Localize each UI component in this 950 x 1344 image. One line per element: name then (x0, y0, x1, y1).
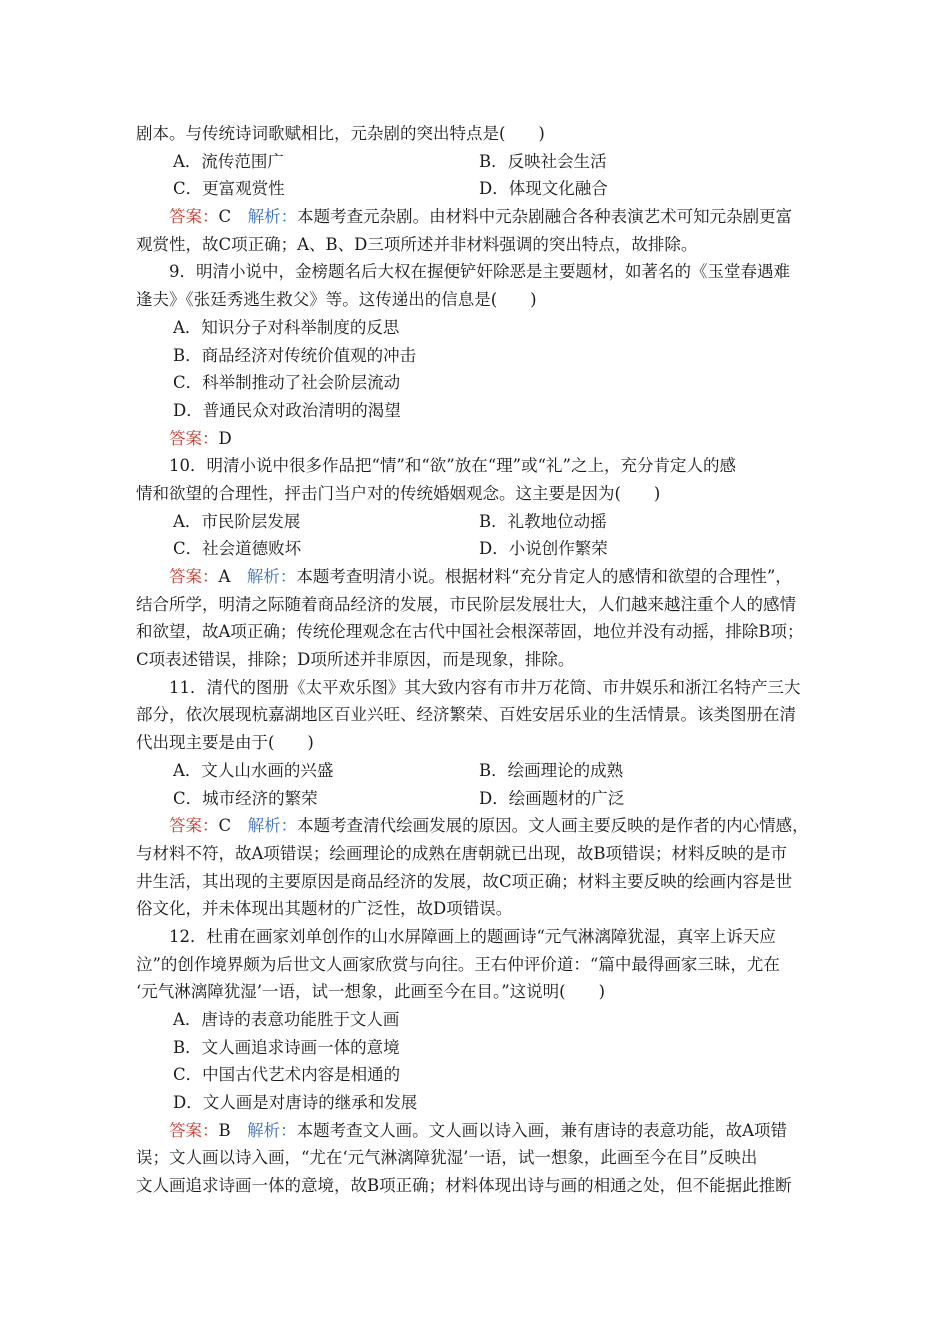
q10-answer-line (136, 563, 822, 591)
q11-option-b: B．绘画理论的成熟 (479, 760, 624, 780)
q9-option-a: A．知识分子对科举制度的反思 (173, 317, 400, 337)
answer-label: 答案： (169, 567, 219, 586)
q12-analysis-line: 本题考查文人画。文人画以诗入画，兼有唐诗的表意功能，故A项错 (296, 1120, 788, 1140)
q10-stem-line: 情和欲望的合理性，抨击门当户对的传统婚姻观念。这主要是因为( ) (136, 483, 661, 503)
document-body (136, 120, 822, 1200)
q8-option-d: D．体现文化融合 (479, 179, 608, 199)
q8-options-row (136, 175, 822, 203)
answer-label: 答案： (169, 1120, 219, 1140)
q10-answer: A (218, 567, 231, 586)
q9-option-b: B．商品经济对传统价值观的冲击 (173, 345, 417, 365)
q8-answer: C (218, 207, 232, 227)
q8-answer-line (136, 203, 822, 231)
q10-analysis-line: 结合所学，明清之际随着商品经济的发展，市民阶层发展壮大，人们越来越注重个人的感情 (136, 594, 796, 614)
q10-option-b: B．礼教地位动摇 (479, 511, 607, 531)
q11-stem-line: 代出现主要是由于( ) (136, 733, 314, 753)
q9-stem-line: 9．明清小说中，金榜题名后大权在握便铲奸除恶是主要题材，如著名的《玉堂春遇难 (169, 262, 790, 282)
q12-answer: B (218, 1120, 231, 1140)
q9-option-c: C．科举制推动了社会阶层流动 (173, 373, 401, 393)
q10-analysis-line: C项表述错误，排除；D项所述并非原因，而是现象，排除。 (136, 650, 575, 670)
q12-analysis-line: 误；文人画以诗入画，“尤在‘元气淋漓障犹湿’一语，试一想象，此画至今在目”反映出 (136, 1148, 758, 1168)
q11-option-a: A．文人山水画的兴盛 (173, 760, 334, 780)
q12-option-a: A．唐诗的表意功能胜于文人画 (173, 1010, 400, 1029)
q10-option-d: D．小说创作繁荣 (479, 539, 608, 559)
q10-stem-line: 10．明清小说中很多作品把“情”和“欲”放在“理”或“礼”之上，充分肯定人的感 (169, 456, 736, 476)
q11-options-row (136, 757, 822, 785)
q11-stem-line: 11．清代的图册《太平欢乐图》其大致内容有市井万花筒、市井娱乐和浙江名特产三大 (169, 677, 801, 697)
q11-analysis-line: 井生活，其出现的主要原因是商品经济的发展，故C项正确；材料主要反映的绘画内容是世 (136, 871, 793, 891)
q12-option-c: C．中国古代艺术内容是相通的 (173, 1065, 401, 1085)
q9-answer: D (218, 428, 232, 448)
q11-options-row (136, 785, 822, 813)
q11-answer: C (218, 816, 232, 836)
answer-label: 答案： (169, 428, 219, 448)
q8-option-c: C．更富观赏性 (173, 179, 285, 199)
q12-analysis-line: 文人画追求诗画一体的意境，故B项正确；材料体现出诗与画的相通之处，但不能据此推断 (136, 1176, 792, 1196)
q8-stem-line: 剧本。与传统诗词歌赋相比，元杂剧的突出特点是( ) (136, 124, 545, 143)
q12-option-d: D．文人画是对唐诗的继承和发展 (173, 1093, 418, 1113)
answer-label: 答案： (169, 207, 219, 227)
q8-options-row (136, 148, 822, 176)
q11-option-d: D．绘画题材的广泛 (479, 788, 625, 808)
q9-answer-line (136, 425, 822, 453)
q9-option-d: D．普通民众对政治清明的渴望 (173, 400, 401, 420)
q8-option-a: A．流传范围广 (173, 151, 284, 171)
q11-analysis-line: 与材料不符，故A项错误；绘画理论的成熟在唐朝就已出现，故B项错误；材料反映的是市 (136, 843, 788, 863)
analysis-label: 解析： (247, 207, 298, 227)
q9-stem-line: 逢夫》《张廷秀逃生救父》等。这传递出的信息是( ) (136, 290, 537, 310)
q8-analysis-line: 观赏性，故C项正确；A、B、D三项所述并非材料强调的突出特点，故排除。 (136, 234, 698, 254)
q12-stem-line: 12．杜甫在画家刘单创作的山水屏障画上的题画诗“元气淋漓障犹湿，真宰上诉天应 (169, 926, 776, 946)
q11-option-c: C．城市经济的繁荣 (173, 788, 318, 808)
q10-options-row (136, 535, 822, 563)
q10-option-c: C．社会道德败坏 (173, 539, 302, 559)
q12-stem-line: 泣”的创作境界颇为后世文人画家欣赏与向往。王右仲评价道：“篇中最得画家三昧，尤在 (136, 954, 780, 974)
q12-stem-line: ‘元气淋漓障犹湿’一语，试一想象，此画至今在目。”这说明( ) (136, 982, 606, 1002)
q10-options-row (136, 508, 822, 536)
q10-option-a: A．市民阶层发展 (173, 511, 301, 531)
q11-answer-line (136, 812, 822, 840)
q12-answer-line (136, 1117, 822, 1145)
analysis-label: 解析： (246, 567, 297, 586)
q11-analysis-line: 俗文化，并未体现出其题材的广泛性，故D项错误。 (136, 899, 513, 919)
q8-option-b: B．反映社会生活 (479, 151, 607, 171)
answer-label: 答案： (169, 816, 219, 836)
q12-option-b: B．文人画追求诗画一体的意境 (173, 1037, 400, 1057)
analysis-label: 解析： (247, 816, 298, 836)
analysis-label: 解析： (247, 1120, 297, 1140)
q11-analysis-line: 本题考查清代绘画发展的原因。文人画主要反映的是作者的内心情感， (297, 816, 809, 836)
q8-analysis-line: 本题考查元杂剧。由材料中元杂剧融合各种表演艺术可知元杂剧更富 (297, 207, 793, 227)
q11-stem-line: 部分，依次展现杭嘉湖地区百业兴旺、经济繁荣、百姓安居乐业的生活情景。该类图册在清 (136, 705, 796, 725)
q10-analysis-line: 和欲望，故A项正确；传统伦理观念在古代中国社会根深蒂固，地位并没有动摇，排除B项； (136, 622, 804, 642)
q10-analysis-line: 本题考查明清小说。根据材料“充分肯定人的感情和欲望的合理性”， (296, 567, 792, 586)
